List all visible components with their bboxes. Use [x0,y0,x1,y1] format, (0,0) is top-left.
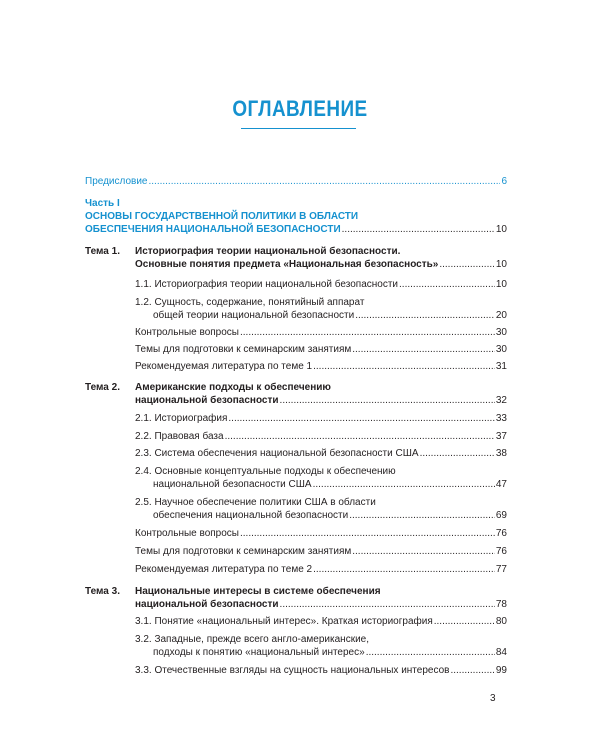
leader-dots [439,258,495,271]
leader-dots [148,175,500,188]
leader-dots [399,278,495,291]
toc-entry-page: 10 [495,259,507,270]
toc-entry-text: Контрольные вопросы [135,327,239,338]
topic-title-line1: Американские подходы к обеспечению [135,382,331,393]
toc-entry[interactable] [135,527,507,540]
toc-entry-text: 2.1. Историография [135,413,228,424]
toc-entry-page: 76 [495,546,507,557]
toc-entry-text-line1: 3.2. Западные, прежде всего англо-американские, [135,634,369,645]
toc-entry[interactable] [135,412,507,425]
toc-entry-text: Рекомендуемая литература по теме 2 [135,564,313,575]
topic-title-line2: национальной безопасности [135,599,279,610]
toc-entry-page: 10 [495,279,507,290]
toc-entry-text-line1: 2.4. Основные концептуальные подходы к обеспечению [135,466,396,477]
toc-entry-page: 6 [501,176,507,187]
toc-entry[interactable] [135,343,507,356]
toc-entry[interactable] [153,509,507,522]
toc-entry-text: 3.3. Отечественные взгляды на сущность национальных интересов [135,665,450,676]
toc-entry[interactable] [153,646,507,659]
toc-entry-page: 76 [495,528,507,539]
toc-entry-page: 30 [495,327,507,338]
toc-entry-page: 31 [495,361,507,372]
toc-entry[interactable] [153,478,507,491]
toc-entry-page: 47 [495,479,507,490]
leader-dots [240,326,495,339]
toc-entry-text: Предисловие [85,176,148,187]
toc-entry[interactable] [153,309,507,322]
toc-entry[interactable] [135,326,507,339]
toc-entry-topic3[interactable] [135,598,507,611]
leader-dots [355,309,495,322]
toc-entry[interactable] [135,278,507,291]
part-title-line1: ОСНОВЫ ГОСУДАРСТВЕННОЙ ПОЛИТИКИ В ОБЛАСТИ [85,211,359,222]
toc-entry-text-line1: 1.2. Сущность, содержание, понятийный аппарат [135,297,365,308]
toc-entry[interactable] [135,664,507,677]
toc-entry-page: 37 [495,431,507,442]
toc-entry-page: 99 [495,665,507,676]
toc-entry-page: 33 [495,413,507,424]
toc-entry-page: 78 [495,599,507,610]
toc-entry[interactable] [135,447,507,460]
toc-entry-page: 77 [495,564,507,575]
toc-entry-topic2[interactable] [135,394,507,407]
part-label: Часть I [85,198,120,209]
toc-entry-page: 10 [495,224,507,235]
leader-dots [313,360,495,373]
toc-entry[interactable] [135,615,507,628]
toc-entry[interactable] [135,545,507,558]
toc-entry-text: Рекомендуемая литература по теме 1 [135,361,313,372]
toc-entry[interactable] [135,563,507,576]
leader-dots [352,545,495,558]
toc-entry-text-line2: национальной безопасности США [153,479,312,490]
toc-entry-page: 20 [495,310,507,321]
part-title-line2: ОБЕСПЕЧЕНИЯ НАЦИОНАЛЬНОЙ БЕЗОПАСНОСТИ [85,224,341,235]
title-underline [241,128,356,129]
toc-entry-text: Контрольные вопросы [135,528,239,539]
toc-entry-text-line2: общей теории национальной безопасности [153,310,355,321]
page-title: ОГЛАВЛЕНИЕ [232,96,368,121]
toc-entry-text: 3.1. Понятие «национальный интерес». Краткая историография [135,616,433,627]
toc-entry-part1[interactable] [85,223,507,236]
topic-title-line1: Историография теории национальной безопасности. [135,246,401,257]
leader-dots [366,646,495,659]
topic-label: Тема 3. [85,586,120,597]
toc-entry-preface[interactable] [85,175,507,188]
toc-entry-page: 32 [495,395,507,406]
leader-dots [450,664,494,677]
toc-entry-page: 84 [495,647,507,658]
leader-dots [313,563,495,576]
toc-entry-text: 2.2. Правовая база [135,431,224,442]
toc-entry[interactable] [135,360,507,373]
topic-label: Тема 2. [85,382,120,393]
toc-entry-page: 30 [495,344,507,355]
leader-dots [280,394,495,407]
toc-entry[interactable] [135,430,507,443]
leader-dots [434,615,495,628]
leader-dots [228,412,494,425]
topic-title-line2: Основные понятия предмета «Национальная безопасность» [135,259,439,270]
toc-entry-text: 1.1. Историография теории национальной безопасности [135,279,399,290]
leader-dots [280,598,495,611]
toc-entry-text: 2.3. Система обеспечения национальной безопасности США [135,448,419,459]
toc-entry-page: 38 [495,448,507,459]
toc-entry-text: Темы для подготовки к семинарским занятиям [135,344,352,355]
toc-entry-page: 69 [495,510,507,521]
leader-dots [240,527,495,540]
toc-entry-text: Темы для подготовки к семинарским занятиям [135,546,352,557]
topic-title-line1: Национальные интересы в системе обеспечения [135,586,381,597]
leader-dots [420,447,495,460]
leader-dots [342,223,495,236]
toc-entry-text-line1: 2.5. Научное обеспечение политики США в области [135,497,376,508]
leader-dots [313,478,495,491]
toc-entry-topic1[interactable] [135,258,507,271]
leader-dots [352,343,495,356]
topic-label: Тема 1. [85,246,120,257]
leader-dots [225,430,495,443]
toc-entry-page: 80 [495,616,507,627]
leader-dots [349,509,495,522]
topic-title-line2: национальной безопасности [135,395,279,406]
toc-entry-text-line2: обеспечения национальной безопасности [153,510,349,521]
page-number: 3 [490,693,496,704]
toc-entry-text-line2: подходы к понятию «национальный интерес» [153,647,365,658]
